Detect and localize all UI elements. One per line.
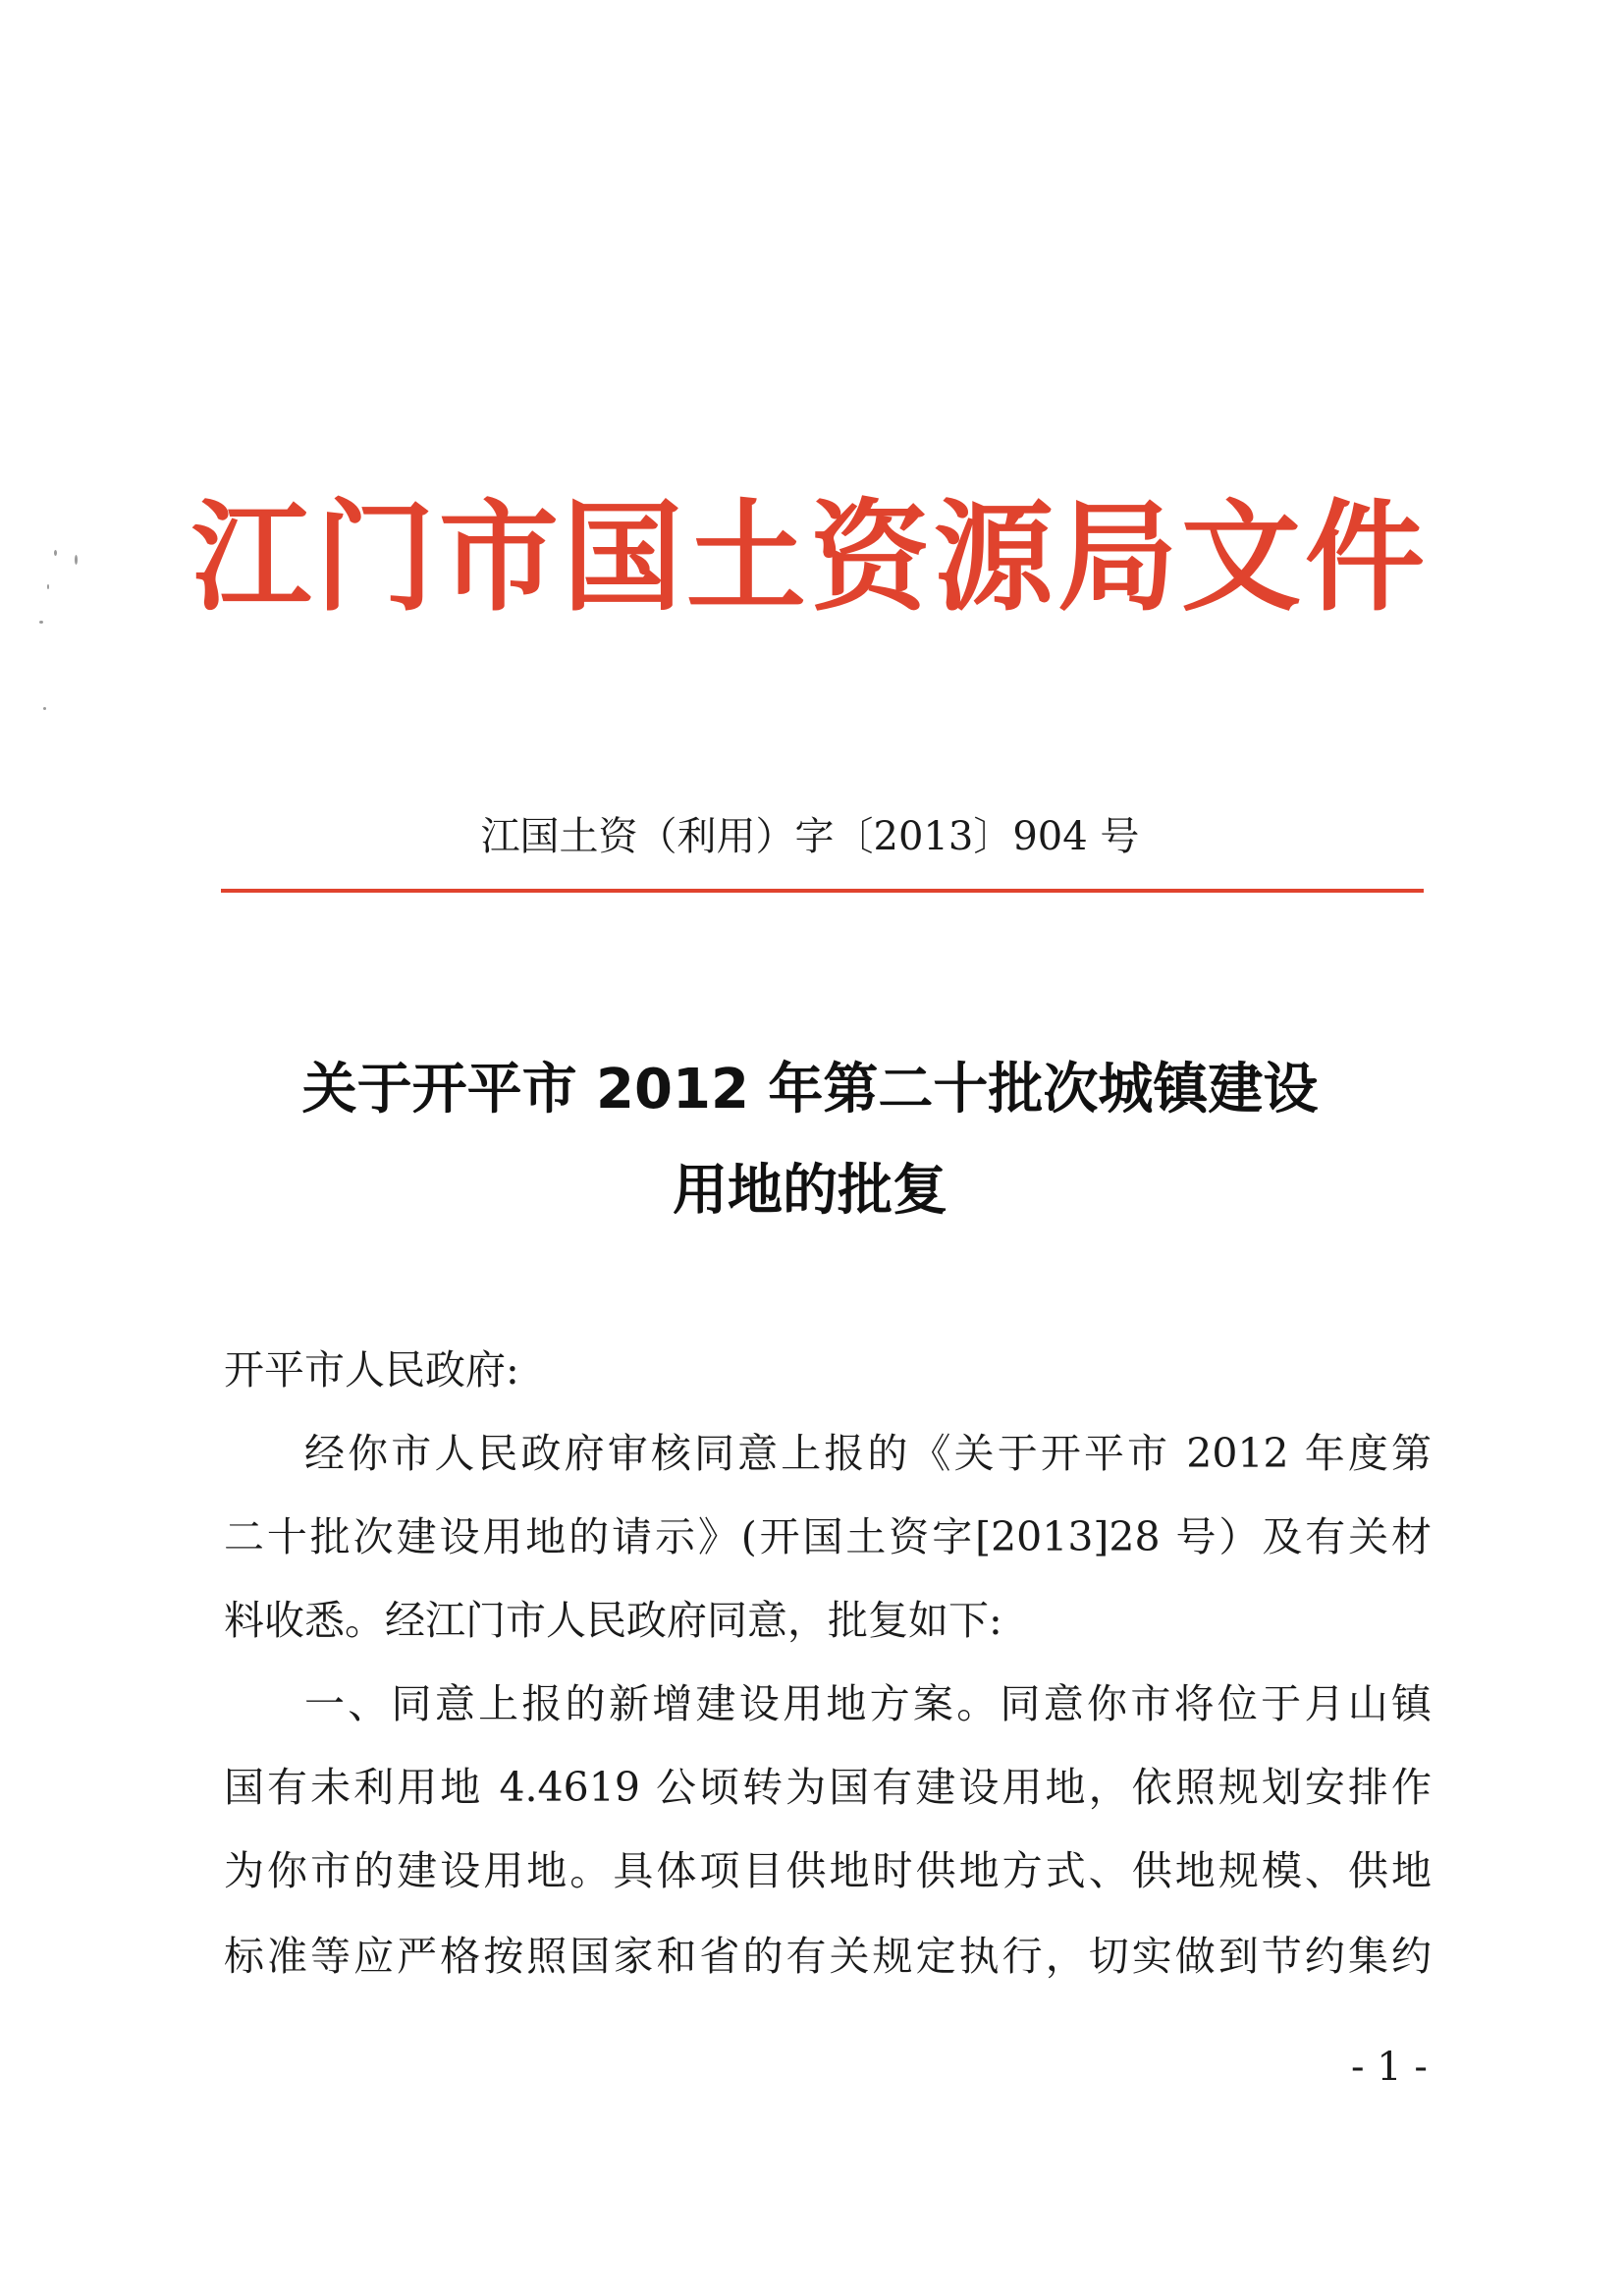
body-line: 为你市的建设用地。具体项目供地时供地方式、供地规模、供地	[224, 1847, 1432, 1894]
body-line: 国有未利用地 4.4619 公顷转为国有建设用地，依照规划安排作	[224, 1764, 1432, 1811]
scan-speck	[47, 584, 49, 589]
document-number: 江国土资（利用）字〔2013〕904 号	[480, 814, 1140, 859]
body-line: 标准等应严格按照国家和省的有关规定执行，切实做到节约集约	[224, 1933, 1432, 1980]
red-divider-line	[221, 889, 1424, 893]
body-line: 二十批次建设用地的请示》(开国土资字[2013]28 号）及有关材	[224, 1513, 1432, 1560]
scan-speck	[39, 621, 43, 624]
body-line: 一、同意上报的新增建设用地方案。同意你市将位于月山镇	[304, 1680, 1432, 1727]
document-title-line-2: 用地的批复	[673, 1159, 947, 1223]
body-line: 经你市人民政府审核同意上报的《关于开平市 2012 年度第	[304, 1430, 1432, 1477]
page-number: - 1 -	[1351, 2045, 1428, 2090]
scan-speck	[43, 707, 46, 710]
org-header-title: 江门市国土资源局文件	[191, 488, 1429, 628]
scan-speck	[75, 555, 78, 565]
scan-speck	[54, 550, 57, 556]
document-title-line-1: 关于开平市 2012 年第二十批次城镇建设	[301, 1058, 1319, 1121]
body-line: 料收悉。经江门市人民政府同意，批复如下:	[224, 1597, 1002, 1644]
salutation: 开平市人民政府:	[224, 1346, 519, 1394]
